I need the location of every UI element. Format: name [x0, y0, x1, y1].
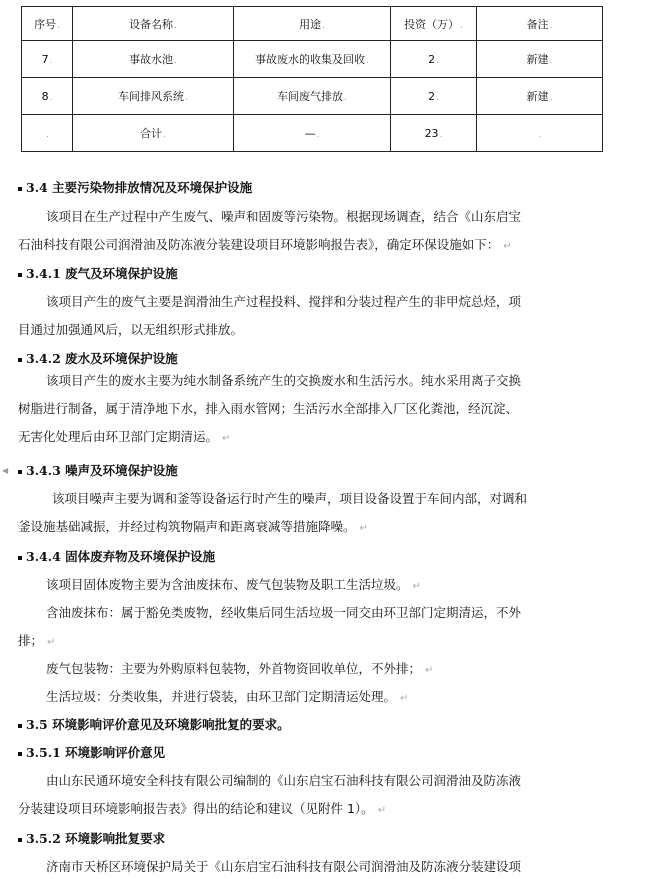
paragraph-line: 排； ↵ [18, 633, 56, 648]
table-header-cell: 设备名称. [73, 7, 234, 41]
paragraph-line: 含油废抹布：属于豁免类废物，经收集后同生活垃圾一同交由环卫部门定期清运，不外 [46, 605, 522, 620]
table-cell: 新建. [477, 78, 603, 115]
table-cell: 事故废水的收集及回收. [234, 41, 391, 78]
paragraph-line: 目通过加强通风后，以无组织形式排放。 [18, 322, 244, 337]
paragraph-line: 树脂进行制备，属于清净地下水，排入雨水管网；生活污水全部排入厂区化粪池，经沉淀、 [18, 401, 519, 416]
paragraph-line: 该项目噪声主要为调和釜等设备运行时产生的噪声，项目设备设置于车间内部，对调和 [52, 491, 528, 506]
table-header-row [22, 7, 603, 41]
margin-marker: ◀ [2, 466, 9, 475]
section-heading: 3.4.4 固体废弃物及环境保护设施 [18, 548, 630, 566]
section-heading: 3.5.2 环境影响批复要求 [18, 830, 630, 848]
table-row [22, 41, 603, 78]
table-cell: 合计. [73, 115, 234, 152]
table-header-cell: 序号. [22, 7, 73, 41]
table-cell: 车间排风系统. [73, 78, 234, 115]
paragraph-line: 无害化处理后由环卫部门定期清运。 ↵ [18, 429, 231, 444]
table-cell: 车间废气排放. [234, 78, 391, 115]
section-heading: 3.5 环境影响评价意见及环境影响批复的要求。 [18, 716, 630, 734]
paragraph-line: 石油科技有限公司润滑油及防冻液分装建设项目环境影响报告表》，确定环保设施如下： ↵ [18, 237, 512, 252]
table-cell: 2. [391, 41, 477, 78]
table-row [22, 78, 603, 115]
section-heading: 3.4.3 噪声及环境保护设施 [18, 462, 630, 480]
paragraph-line: 釜设施基础减振，并经过构筑物隔声和距离衰减等措施降噪。 ↵ [18, 519, 368, 534]
paragraph-line: 该项目产生的废水主要为纯水制备系统产生的交换废水和生活污水。纯水采用离子交换 [46, 373, 522, 388]
paragraph-line: 废气包装物：主要为外购原料包装物，外首物资回收单位，不外排； ↵ [46, 661, 434, 676]
paragraph-line: 该项目固体废物主要为含油废抹布、废气包装物及职工生活垃圾。 ↵ [46, 577, 421, 592]
table-header-cell: 备注. [477, 7, 603, 41]
table-total-row [22, 115, 603, 152]
table-cell: 8. [22, 78, 73, 115]
table-cell: . [22, 115, 73, 152]
paragraph-line: 分装建设项目环境影响报告表》得出的结论和建议（见附件 1）。 ↵ [18, 801, 387, 816]
table-cell: 23. [391, 115, 477, 152]
table-cell: 事故水池. [73, 41, 234, 78]
table-cell: . [477, 115, 603, 152]
paragraph-line: 该项目产生的废气主要是润滑油生产过程投料、搅拌和分装过程产生的非甲烷总烃，项 [46, 294, 522, 309]
section-heading: 3.5.1 环境影响评价意见 [18, 744, 630, 762]
equipment-investment-table [21, 6, 603, 152]
section-heading: 3.4.2 废水及环境保护设施 [18, 350, 630, 368]
table-cell: 2. [391, 78, 477, 115]
paragraph-line: 该项目在生产过程中产生废气、噪声和固废等污染物。根据现场调查，结合《山东启宝 [46, 209, 522, 224]
table-cell: 新建. [477, 41, 603, 78]
paragraph-line: 济南市天桥区环境保护局关于《山东启宝石油科技有限公司润滑油及防冻液分装建设项 [46, 859, 522, 874]
table-cell: —. [234, 115, 391, 152]
section-heading: 3.4.1 废气及环境保护设施 [18, 265, 630, 283]
table-header-cell: 用途. [234, 7, 391, 41]
table-header-cell: 投资（万）. [391, 7, 477, 41]
table-cell: 7. [22, 41, 73, 78]
paragraph-line: 生活垃圾：分类收集，并进行袋装，由环卫部门定期清运处理。 ↵ [46, 689, 409, 704]
paragraph-line: 由山东民通环境安全科技有限公司编制的《山东启宝石油科技有限公司润滑油及防冻液 [46, 773, 522, 788]
section-heading: 3.4 主要污染物排放情况及环境保护设施 [18, 179, 630, 197]
